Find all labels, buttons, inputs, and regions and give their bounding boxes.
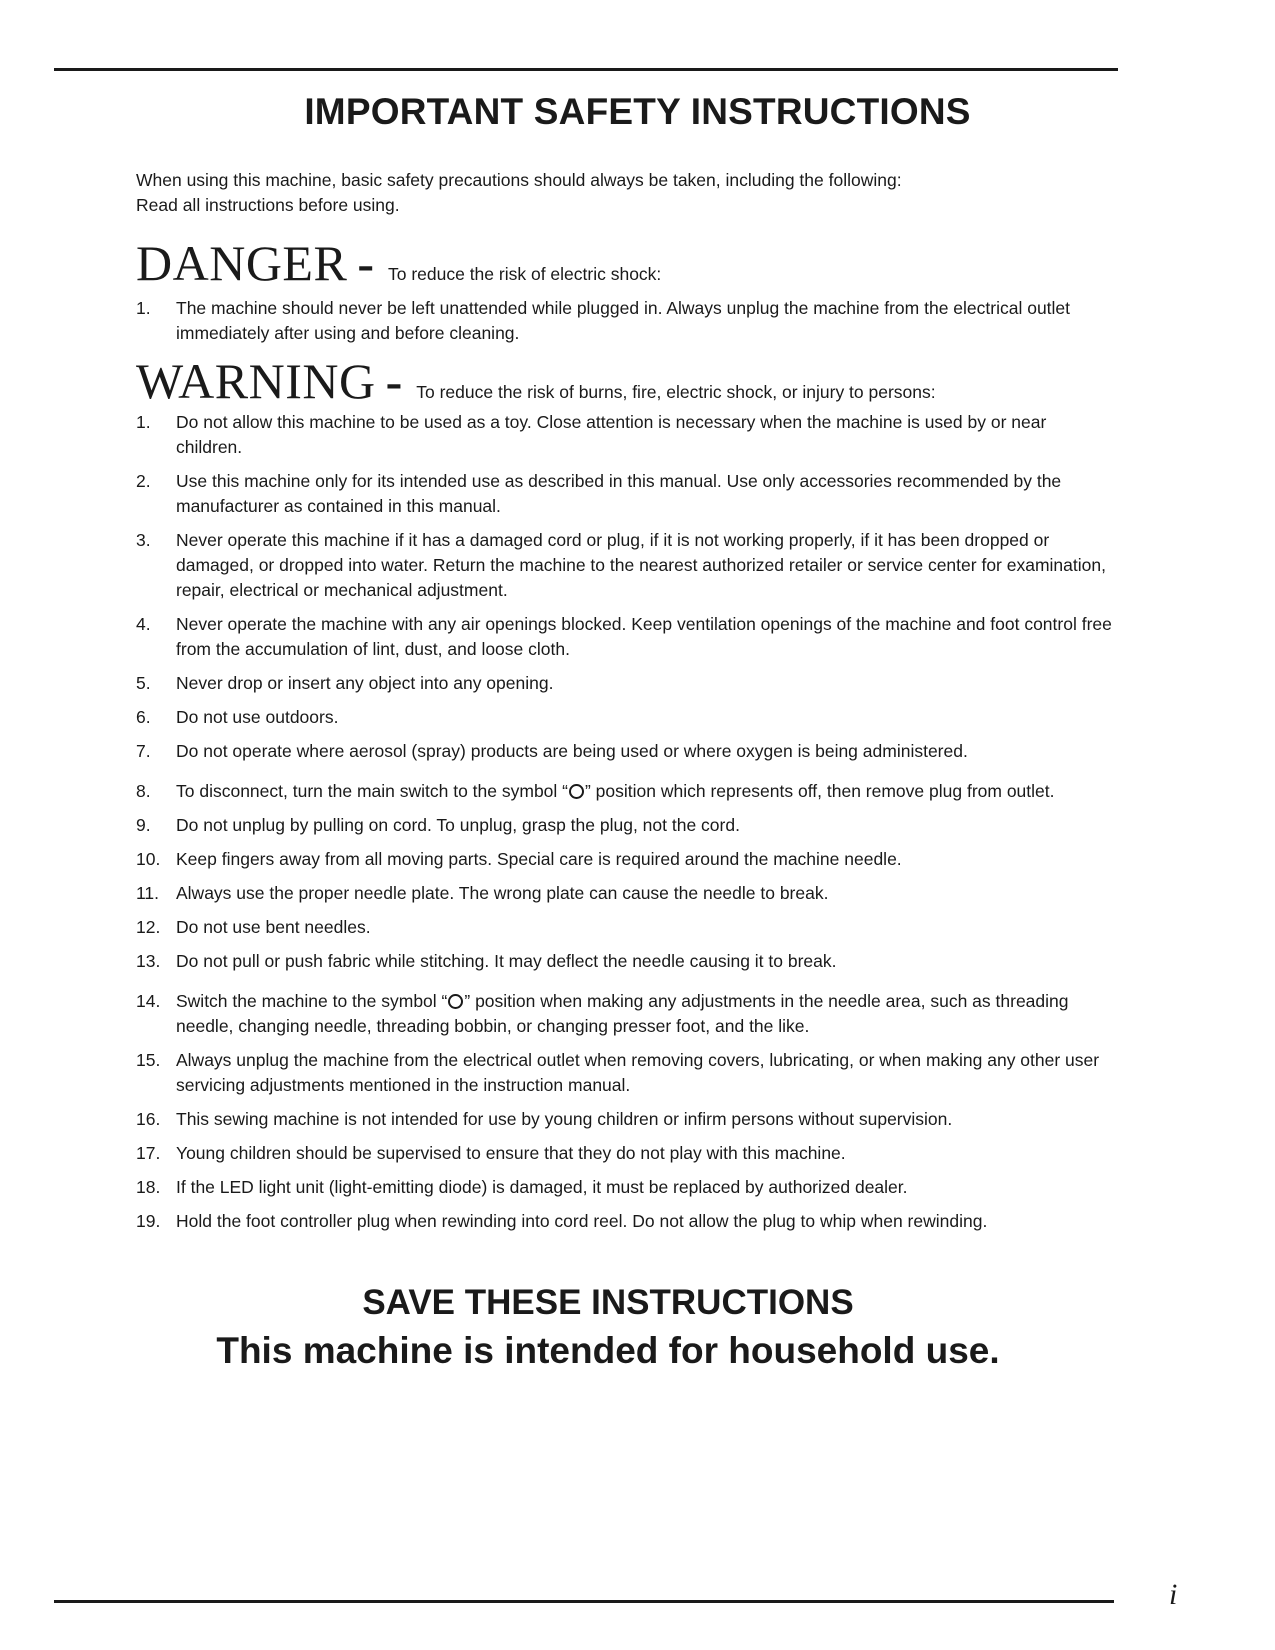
page-number: i	[1169, 1578, 1178, 1611]
item-text-after: ” position which represents off, then remove plug from outlet.	[584, 781, 1055, 801]
danger-list	[136, 296, 1112, 355]
danger-dash: -	[357, 235, 374, 291]
warning-item-3	[136, 528, 1112, 603]
warning-list	[136, 410, 1112, 1243]
item-text: Never drop or insert any object into any opening.	[176, 673, 554, 693]
item-text: Keep fingers away from all moving parts. Special care is required around the machine needle.	[176, 849, 902, 869]
item-number: 6.	[136, 707, 151, 727]
item-text-before: To disconnect, turn the main switch to the symbol “	[176, 781, 568, 801]
page-title: IMPORTANT SAFETY INSTRUCTIONS	[304, 91, 971, 132]
item-text: Do not use bent needles.	[176, 917, 371, 937]
warning-heading	[136, 354, 936, 408]
item-number: 1.	[136, 298, 151, 318]
item-number: 18.	[136, 1177, 161, 1197]
item-text: Hold the foot controller plug when rewinding into cord reel. Do not allow the plug to whip when rewinding.	[176, 1211, 988, 1231]
item-text: If the LED light unit (light-emitting diode) is damaged, it must be replaced by authorized dealer.	[176, 1177, 908, 1197]
item-text: This sewing machine is not intended for use by young children or infirm persons without supervision.	[176, 1109, 953, 1129]
item-text: Always unplug the machine from the electrical outlet when removing covers, lubricating, or when making any other user servicing adjustments mentioned in the instruction manual.	[176, 1050, 1100, 1095]
item-text: Use this machine only for its intended use as described in this manual. Use only accessories recommended by the manufacturer as contained in this manual.	[176, 471, 1062, 516]
warning-subtitle: To reduce the risk of burns, fire, electric shock, or injury to persons:	[416, 382, 936, 402]
item-text: Young children should be supervised to ensure that they do not play with this machine.	[176, 1143, 846, 1163]
item-text: Do not operate where aerosol (spray) products are being used or where oxygen is being administered.	[176, 741, 968, 761]
danger-label: DANGER	[136, 235, 348, 291]
item-text-before: Switch the machine to the symbol “	[176, 991, 448, 1011]
danger-heading	[136, 236, 661, 290]
item-number: 3.	[136, 530, 151, 550]
warning-item-16	[136, 1107, 1112, 1132]
warning-item-8	[136, 779, 1112, 804]
item-number: 7.	[136, 741, 151, 761]
item-text: Do not unplug by pulling on cord. To unplug, grasp the plug, not the cord.	[176, 815, 740, 835]
item-number: 5.	[136, 673, 151, 693]
warning-item-17	[136, 1141, 1112, 1166]
warning-item-4	[136, 612, 1112, 662]
item-number: 15.	[136, 1050, 161, 1070]
item-number: 17.	[136, 1143, 161, 1163]
danger-item-1	[136, 296, 1112, 346]
item-text-after: ” position when making any adjustments in the needle area, such as threading needle, changing needle, threading bobbin, or changing presser foot, and the like.	[176, 991, 1069, 1036]
danger-subtitle: To reduce the risk of electric shock:	[387, 264, 662, 284]
warning-item-1	[136, 410, 1112, 460]
household-use-heading: This machine is intended for household use.	[216, 1330, 1000, 1371]
item-text: Do not allow this machine to be used as a toy. Close attention is necessary when the machine is used by or near children.	[176, 412, 1047, 457]
item-number: 10.	[136, 849, 161, 869]
item-number: 16.	[136, 1109, 161, 1129]
warning-item-2	[136, 469, 1112, 519]
warning-dash: -	[385, 353, 403, 409]
item-number: 2.	[136, 471, 151, 491]
item-text: Do not use outdoors.	[176, 707, 339, 727]
item-number: 9.	[136, 815, 151, 835]
item-number: 1.	[136, 412, 151, 432]
item-number: 12.	[136, 917, 161, 937]
warning-item-11	[136, 881, 1112, 906]
off-symbol-icon	[448, 994, 463, 1009]
warning-item-14	[136, 989, 1112, 1039]
save-instructions-heading: SAVE THESE INSTRUCTIONS	[362, 1283, 854, 1322]
intro-line-1: When using this machine, basic safety precautions should always be taken, including the following:	[136, 170, 902, 190]
item-number: 8.	[136, 781, 151, 801]
warning-item-13	[136, 949, 1112, 974]
intro-text	[136, 168, 902, 218]
item-number: 14.	[136, 991, 161, 1011]
warning-item-9	[136, 813, 1112, 838]
warning-label: WARNING	[136, 353, 376, 409]
item-number: 19.	[136, 1211, 161, 1231]
item-text: The machine should never be left unattended while plugged in. Always unplug the machine from the electrical outlet immediately after using and before cleaning.	[176, 298, 1071, 343]
warning-item-5	[136, 671, 1112, 696]
warning-item-12	[136, 915, 1112, 940]
warning-item-18	[136, 1175, 1112, 1200]
item-text: Never operate this machine if it has a damaged cord or plug, if it is not working properly, if it has been dropped or damaged, or dropped into water. Return the machine to the nearest authorized retailer or service center for examination, repair, electrical or mechanical adjustment.	[176, 530, 1106, 600]
warning-item-19	[136, 1209, 1112, 1234]
item-number: 13.	[136, 951, 161, 971]
warning-item-6	[136, 705, 1112, 730]
bottom-rule	[54, 1600, 1114, 1603]
warning-item-15	[136, 1048, 1112, 1098]
item-text: Do not pull or push fabric while stitching. It may deflect the needle causing it to break.	[176, 951, 837, 971]
off-symbol-icon	[569, 784, 584, 799]
item-number: 4.	[136, 614, 151, 634]
top-rule	[54, 68, 1118, 71]
item-text: Always use the proper needle plate. The wrong plate can cause the needle to break.	[176, 883, 829, 903]
warning-item-7	[136, 739, 1112, 764]
warning-item-10	[136, 847, 1112, 872]
intro-line-2: Read all instructions before using.	[136, 195, 400, 215]
item-text: Never operate the machine with any air openings blocked. Keep ventilation openings of the machine and foot control free from the accumulation of lint, dust, and loose cloth.	[176, 614, 1112, 659]
item-number: 11.	[136, 883, 160, 903]
